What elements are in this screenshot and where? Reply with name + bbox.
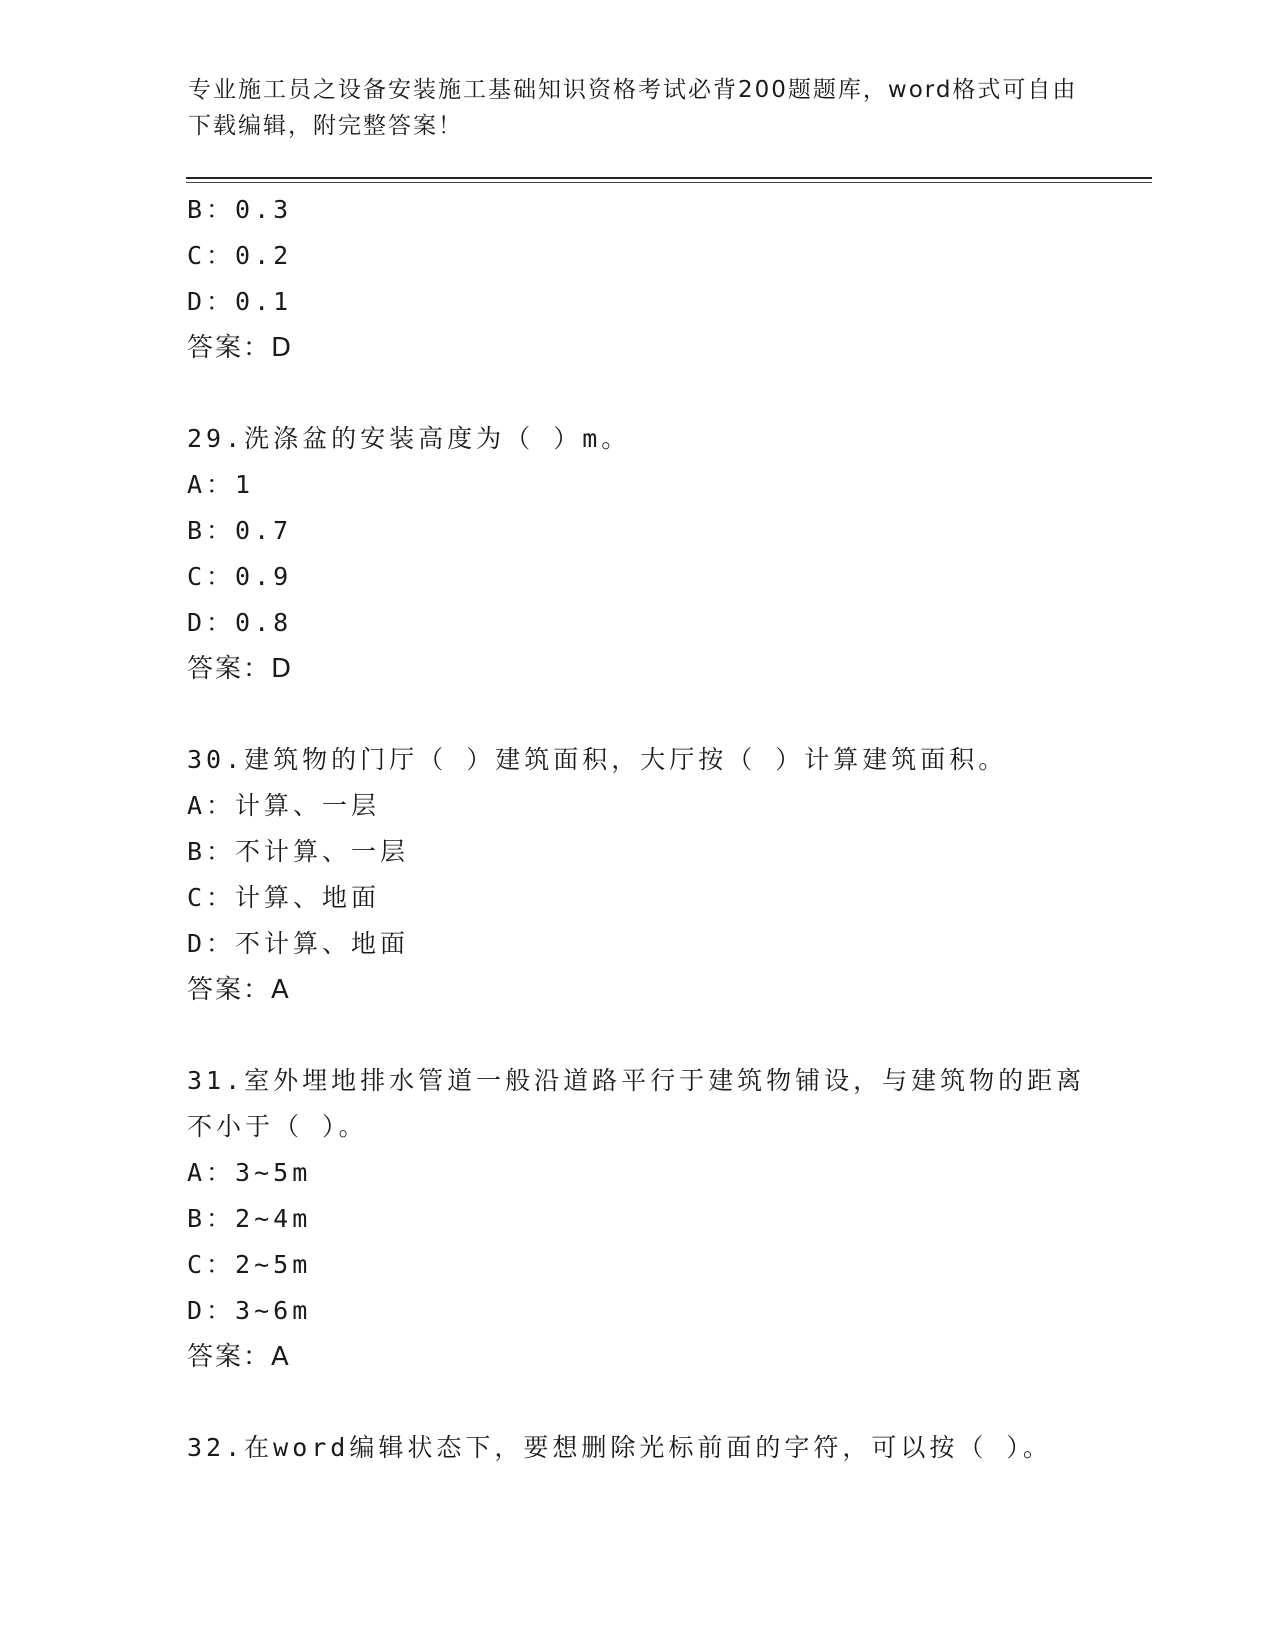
option-d: D：不计算、地面 bbox=[187, 929, 410, 958]
question-32 bbox=[187, 1425, 1087, 1471]
option-d: D：3~6m bbox=[187, 1296, 312, 1325]
option-c: C：0.9 bbox=[187, 562, 293, 591]
question-title: 29.洗涤盆的安装高度为（ ）m。 bbox=[187, 424, 631, 453]
option-c: C：2~5m bbox=[187, 1250, 312, 1279]
header-rule-thin bbox=[186, 182, 1152, 183]
option-b: B：不计算、一层 bbox=[187, 837, 410, 866]
option-c: C：计算、地面 bbox=[187, 883, 381, 912]
option-c: C：0.2 bbox=[187, 241, 293, 270]
option-a: A：计算、一层 bbox=[187, 791, 381, 820]
question-title: 32.在word编辑状态下，要想删除光标前面的字符，可以按（ ）。 bbox=[187, 1433, 1052, 1462]
answer-line: 答案：A bbox=[187, 1342, 291, 1372]
answer-line: 答案：D bbox=[187, 333, 294, 363]
option-a: A：3~5m bbox=[187, 1158, 312, 1187]
question-30 bbox=[187, 737, 1087, 1013]
header-rule-thick bbox=[186, 177, 1152, 179]
option-d: D：0.1 bbox=[187, 287, 293, 316]
option-b: B：0.3 bbox=[187, 195, 293, 224]
option-b: B：0.7 bbox=[187, 516, 293, 545]
option-a: A：1 bbox=[187, 470, 255, 499]
question-list bbox=[187, 187, 1087, 1471]
question-29 bbox=[187, 416, 1087, 692]
question-title: 31.室外埋地排水管道一般沿道路平行于建筑物铺设，与建筑物的距离不小于（ ）。 bbox=[187, 1066, 1086, 1141]
answer-line: 答案：A bbox=[187, 975, 291, 1005]
option-b: B：2~4m bbox=[187, 1204, 312, 1233]
option-d: D：0.8 bbox=[187, 608, 293, 637]
document-header: 专业施工员之设备安装施工基础知识资格考试必背200题题库，word格式可自由下载编辑，附完整答案！ bbox=[188, 77, 1078, 139]
question-28-tail bbox=[187, 187, 1087, 371]
answer-line: 答案：D bbox=[187, 654, 294, 684]
question-31 bbox=[187, 1058, 1087, 1380]
question-title: 30.建筑物的门厅（ ）建筑面积，大厅按（ ）计算建筑面积。 bbox=[187, 745, 1008, 774]
